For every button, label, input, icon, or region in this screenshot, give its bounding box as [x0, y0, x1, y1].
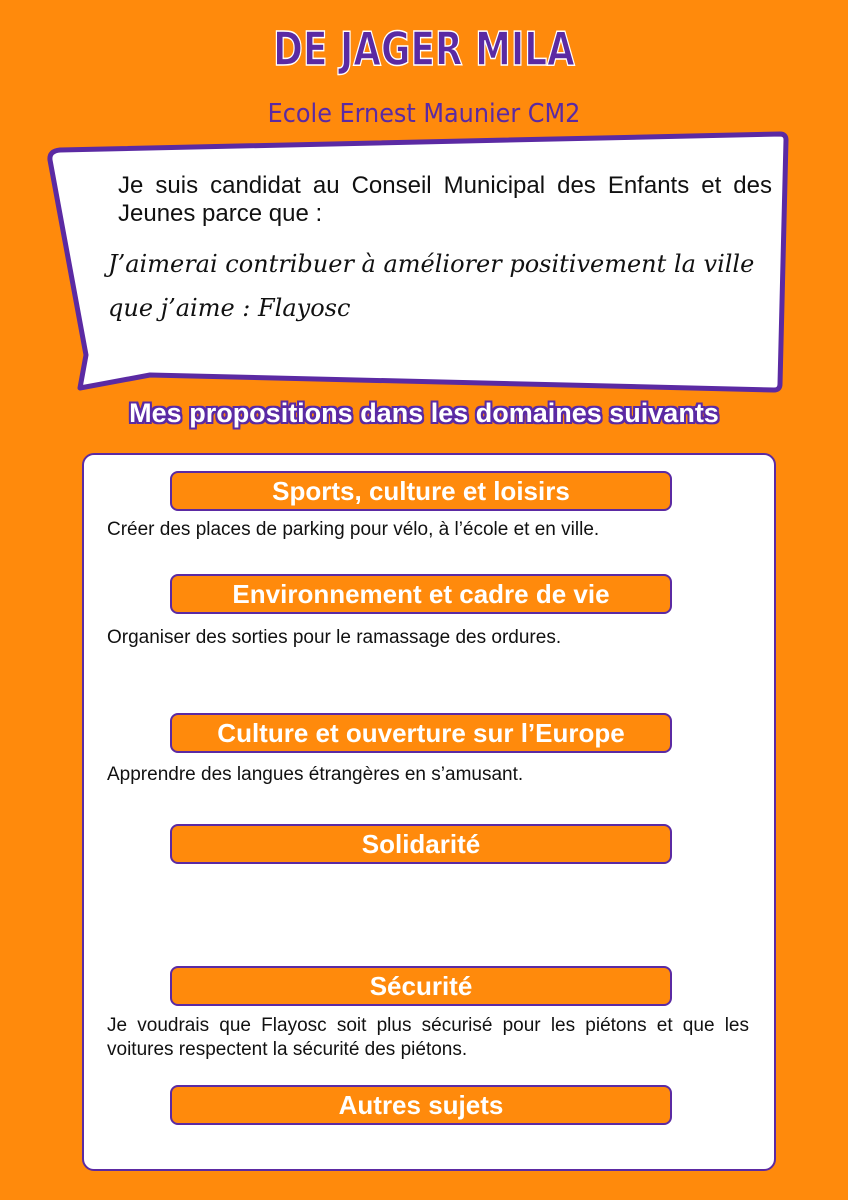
- domain-solidarity-title: Solidarité: [170, 824, 672, 864]
- section-title: Mes propositions dans les domaines suivants: [129, 398, 719, 428]
- bubble-intro-text: Je suis candidat au Conseil Municipal des Enfants et des Jeunes parce que :: [118, 172, 772, 227]
- domain-other-title: Autres sujets: [170, 1085, 672, 1125]
- school-name: Ecole Ernest Maunier CM2: [267, 99, 581, 129]
- domain-security-title: Sécurité: [170, 966, 672, 1006]
- domain-security-proposal: Je voudrais que Flayosc soit plus sécurisé pour les piétons et que les voitures respectent la sécurité des piétons.: [107, 1015, 749, 1060]
- candidate-name: DE JAGER MILA: [273, 22, 575, 76]
- domain-europe-proposal: Apprendre des langues étrangères en s’amusant.: [107, 764, 524, 785]
- domain-europe-title: Culture et ouverture sur l’Europe: [170, 713, 672, 753]
- domain-environment-proposal: Organiser des sorties pour le ramassage des ordures.: [107, 627, 562, 648]
- domain-sports-proposal: Créer des places de parking pour vélo, à l’école et en ville.: [107, 519, 600, 540]
- domain-sports-title: Sports, culture et loisirs: [170, 471, 672, 511]
- domain-environment-title: Environnement et cadre de vie: [170, 574, 672, 614]
- proposals-panel: [82, 453, 776, 1171]
- bubble-reason-text: J’aimerai contribuer à améliorer positivement la ville que j’aime : Flayosc: [108, 250, 755, 322]
